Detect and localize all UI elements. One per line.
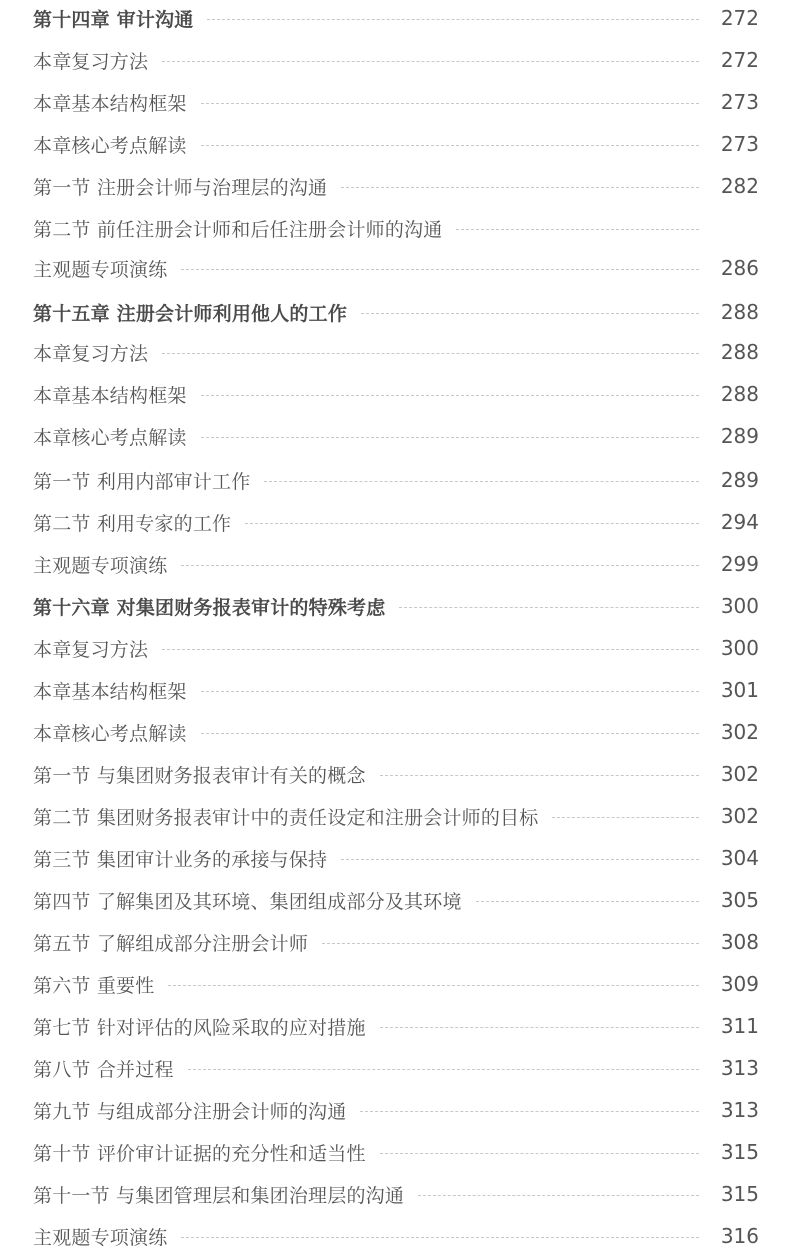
page-number: 301 — [720, 678, 759, 702]
dot-leader — [168, 985, 699, 986]
page-number: 302 — [720, 804, 759, 828]
page-number: 273 — [720, 132, 759, 156]
page-number: 273 — [720, 90, 759, 114]
entry-title: 第六节 重要性 — [33, 974, 155, 997]
entry-title: 第十一节 与集团管理层和集团治理层的沟通 — [33, 1184, 405, 1207]
toc-entry-row[interactable] — [33, 213, 759, 243]
entry-title: 第八节 合并过程 — [33, 1058, 174, 1081]
dot-leader — [380, 1153, 699, 1154]
chapter-title: 第十六章 对集团财务报表审计的特殊考虑 — [33, 596, 386, 619]
entry-title: 主观题专项演练 — [33, 554, 168, 577]
toc-entry-row[interactable] — [33, 253, 759, 283]
dot-leader — [201, 145, 699, 146]
page-number: 308 — [720, 930, 759, 954]
dot-leader — [380, 1027, 699, 1028]
entry-title: 本章复习方法 — [33, 342, 149, 365]
dot-leader — [201, 395, 699, 396]
toc-chapter-row[interactable] — [33, 3, 759, 33]
toc-entry-row[interactable] — [33, 549, 759, 579]
page-number: 315 — [720, 1140, 759, 1164]
toc-chapter-row[interactable] — [33, 297, 759, 327]
toc-entry-row[interactable] — [33, 927, 759, 957]
dot-leader — [207, 19, 699, 20]
toc-entry-row[interactable] — [33, 1221, 759, 1251]
toc-entry-row[interactable] — [33, 87, 759, 117]
dot-leader — [201, 691, 699, 692]
page-number: 304 — [720, 846, 759, 870]
entry-title: 第七节 针对评估的风险采取的应对措施 — [33, 1016, 366, 1039]
page-number: 302 — [720, 762, 759, 786]
dot-leader — [341, 859, 699, 860]
dot-leader — [162, 649, 699, 650]
entry-title: 第二节 集团财务报表审计中的责任设定和注册会计师的目标 — [33, 806, 539, 829]
page-number: 313 — [720, 1056, 759, 1080]
dot-leader — [264, 481, 699, 482]
toc-entry-row[interactable] — [33, 45, 759, 75]
entry-title: 第三节 集团审计业务的承接与保持 — [33, 848, 328, 871]
page-number: 311 — [720, 1014, 759, 1038]
toc-entry-row[interactable] — [33, 675, 759, 705]
entry-title: 第二节 利用专家的工作 — [33, 512, 232, 535]
page-number: 313 — [720, 1098, 759, 1122]
toc-entry-row[interactable] — [33, 885, 759, 915]
entry-title: 本章复习方法 — [33, 638, 149, 661]
dot-leader — [181, 1237, 699, 1238]
dot-leader — [322, 943, 699, 944]
chapter-title: 第十五章 注册会计师利用他人的工作 — [33, 302, 348, 325]
dot-leader — [476, 901, 699, 902]
toc-entry-row[interactable] — [33, 717, 759, 747]
entry-title: 第五节 了解组成部分注册会计师 — [33, 932, 309, 955]
dot-leader — [361, 313, 699, 314]
entry-title: 本章复习方法 — [33, 50, 149, 73]
dot-leader — [418, 1195, 699, 1196]
page-number: 302 — [720, 720, 759, 744]
entry-title: 第四节 了解集团及其环境、集团组成部分及其环境 — [33, 890, 462, 913]
dot-leader — [380, 775, 699, 776]
entry-title: 本章核心考点解读 — [33, 426, 187, 449]
toc-entry-row[interactable] — [33, 465, 759, 495]
toc-entry-row[interactable] — [33, 759, 759, 789]
dot-leader — [341, 187, 699, 188]
toc-entry-row[interactable] — [33, 1137, 759, 1167]
toc-entry-row[interactable] — [33, 801, 759, 831]
page-number: 309 — [720, 972, 759, 996]
toc-entry-row[interactable] — [33, 337, 759, 367]
page-number: 288 — [720, 382, 759, 406]
dot-leader — [399, 607, 699, 608]
page-number: 289 — [720, 468, 759, 492]
entry-title: 第一节 利用内部审计工作 — [33, 470, 251, 493]
entry-title: 本章基本结构框架 — [33, 384, 187, 407]
page-number: 282 — [720, 174, 759, 198]
dot-leader — [181, 269, 699, 270]
page-number: 305 — [720, 888, 759, 912]
entry-title: 本章基本结构框架 — [33, 680, 187, 703]
toc-entry-row[interactable] — [33, 507, 759, 537]
toc-entry-row[interactable] — [33, 843, 759, 873]
page-number: 300 — [720, 594, 759, 618]
page-number: 288 — [720, 300, 759, 324]
chapter-title: 第十四章 审计沟通 — [33, 8, 194, 31]
dot-leader — [201, 733, 699, 734]
page-number: 272 — [720, 6, 759, 30]
dot-leader — [162, 61, 699, 62]
entry-title: 第二节 前任注册会计师和后任注册会计师的沟通 — [33, 218, 443, 241]
toc-entry-row[interactable] — [33, 129, 759, 159]
page-number: 299 — [720, 552, 759, 576]
toc-entry-row[interactable] — [33, 1011, 759, 1041]
dot-leader — [245, 523, 699, 524]
entry-title: 第十节 评价审计证据的充分性和适当性 — [33, 1142, 366, 1165]
dot-leader — [201, 103, 699, 104]
toc-entry-row[interactable] — [33, 969, 759, 999]
toc-entry-row[interactable] — [33, 171, 759, 201]
dot-leader — [360, 1111, 699, 1112]
page-number: 315 — [720, 1182, 759, 1206]
toc-entry-row[interactable] — [33, 633, 759, 663]
page-number: 300 — [720, 636, 759, 660]
page-number: 286 — [720, 256, 759, 280]
dot-leader — [456, 229, 699, 230]
entry-title: 主观题专项演练 — [33, 1226, 168, 1249]
entry-title: 本章核心考点解读 — [33, 722, 187, 745]
dot-leader — [201, 437, 699, 438]
entry-title: 第一节 与集团财务报表审计有关的概念 — [33, 764, 366, 787]
toc-entry-row[interactable] — [33, 1179, 759, 1209]
entry-title: 本章基本结构框架 — [33, 92, 187, 115]
page-number: 316 — [720, 1224, 759, 1248]
dot-leader — [162, 353, 699, 354]
entry-title: 第一节 注册会计师与治理层的沟通 — [33, 176, 328, 199]
toc-chapter-row[interactable] — [33, 591, 759, 621]
page-number: 272 — [720, 48, 759, 72]
entry-title: 第九节 与组成部分注册会计师的沟通 — [33, 1100, 347, 1123]
toc-entry-row[interactable] — [33, 1053, 759, 1083]
dot-leader — [181, 565, 699, 566]
entry-title: 本章核心考点解读 — [33, 134, 187, 157]
dot-leader — [552, 817, 699, 818]
entry-title: 主观题专项演练 — [33, 258, 168, 281]
toc-entry-row[interactable] — [33, 421, 759, 451]
dot-leader — [188, 1069, 699, 1070]
page-number: 288 — [720, 340, 759, 364]
toc-entry-row[interactable] — [33, 379, 759, 409]
page-number: 294 — [720, 510, 759, 534]
page-number: 289 — [720, 424, 759, 448]
toc-entry-row[interactable] — [33, 1095, 759, 1125]
